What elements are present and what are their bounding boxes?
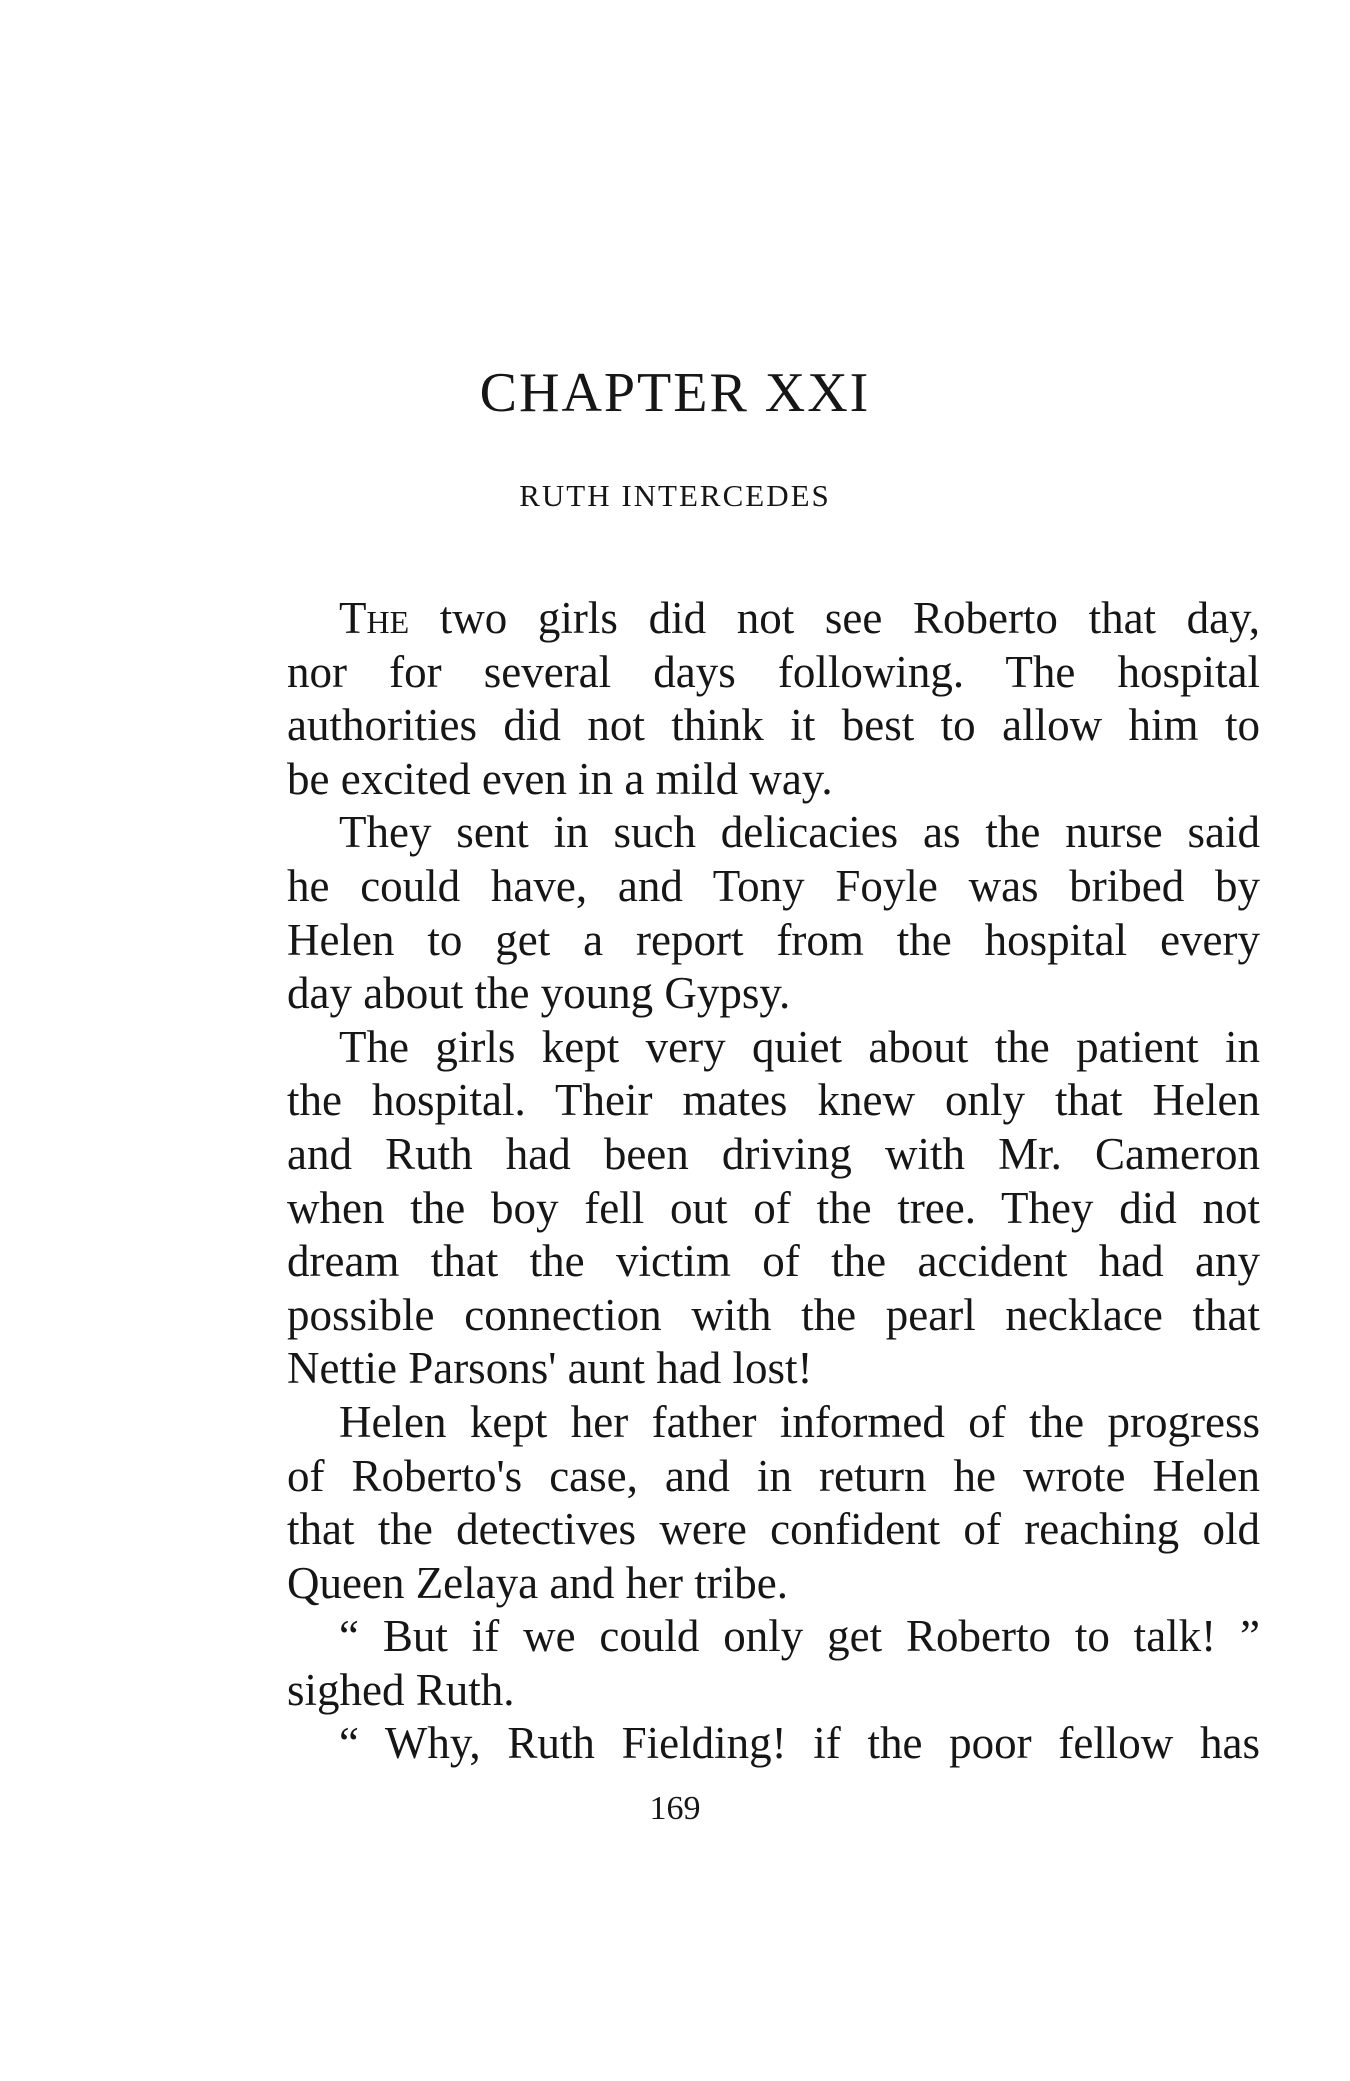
- text-line: The girls kept very quiet about the patient in: [339, 1021, 1260, 1072]
- text-line: authorities did not think it best to allow him to: [287, 700, 1260, 751]
- text-line: Nettie Parsons' aunt had lost!: [287, 1343, 813, 1394]
- text-line: the hospital. Their mates knew only that Helen: [287, 1075, 1260, 1126]
- text-line: when the boy fell out of the tree. They did not: [287, 1182, 1260, 1233]
- page-number: 169: [649, 1790, 701, 1827]
- chapter-subtitle: RUTH INTERCEDES: [519, 478, 831, 513]
- text-line: “ Why, Ruth Fielding! if the poor fellow has: [339, 1718, 1260, 1769]
- body-text: [287, 592, 1260, 1771]
- drop-word: The: [339, 593, 410, 643]
- text-line: Helen to get a report from the hospital every: [287, 914, 1260, 965]
- text-line: They sent in such delicacies as the nurse said: [339, 807, 1260, 858]
- text-line: that the detectives were confident of reaching old: [287, 1504, 1260, 1555]
- chapter-title: CHAPTER XXI: [479, 362, 871, 424]
- text-line: nor for several days following. The hospital: [287, 646, 1260, 697]
- text-line: and Ruth had been driving with Mr. Cameron: [287, 1128, 1260, 1179]
- text-line: “ But if we could only get Roberto to talk! ”: [339, 1611, 1260, 1662]
- text-line: he could have, and Tony Foyle was bribed by: [287, 860, 1260, 911]
- text-line: sighed Ruth.: [287, 1664, 515, 1715]
- text-line: Queen Zelaya and her tribe.: [287, 1557, 788, 1608]
- text-line: day about the young Gypsy.: [287, 968, 791, 1019]
- text-line: possible connection with the pearl necklace that: [287, 1289, 1260, 1340]
- text-line: [287, 592, 1260, 646]
- line-text: two girls did not see Roberto that day,: [409, 593, 1260, 643]
- text-line: dream that the victim of the accident had any: [287, 1236, 1260, 1287]
- text-line: Helen kept her father informed of the progress: [339, 1396, 1260, 1447]
- text-line: of Roberto's case, and in return he wrote Helen: [287, 1450, 1260, 1501]
- text-line: be excited even in a mild way.: [287, 753, 833, 804]
